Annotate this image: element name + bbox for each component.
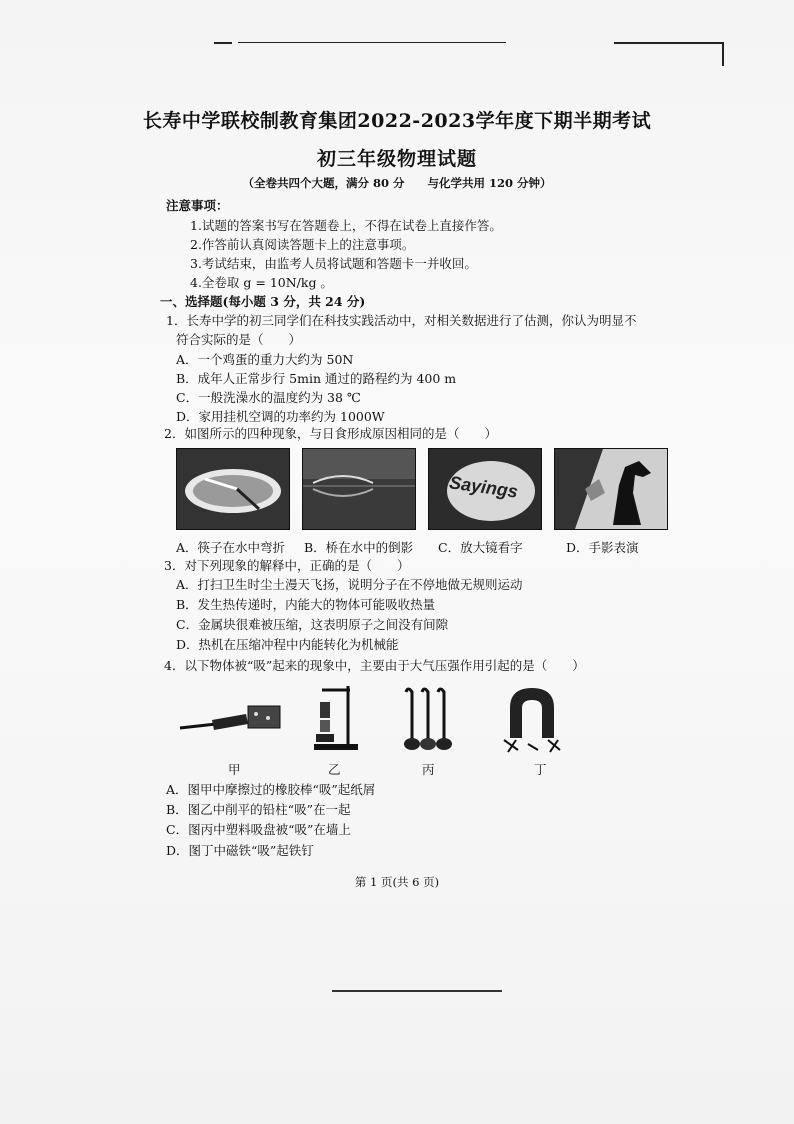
notice-item: 4.全卷取 g = 10N/kg 。 [190, 275, 333, 290]
photo-magnifier [428, 448, 542, 530]
figure-label: 丁 [534, 762, 547, 777]
photo-chopsticks [176, 448, 290, 530]
option: B．成年人正常步行 5min 通过的路程约为 400 m [176, 371, 457, 386]
question-stem: 1．长寿中学的初三同学们在科技实践活动中，对相关数据进行了估测，你认为明显不 [166, 313, 637, 328]
option: A．打扫卫生时尘土漫天飞扬，说明分子在不停地做无规则运动 [176, 577, 523, 592]
scan-mark [722, 42, 724, 66]
option: C．金属块很难被压缩，这表明原子之间没有间隙 [176, 617, 449, 632]
figure-label: 丙 [422, 762, 435, 777]
figure-caption: C．放大镜看字 [438, 540, 523, 555]
option: D．图丁中磁铁“吸”起铁钉 [166, 843, 314, 858]
divider [332, 990, 502, 992]
option: C．图丙中塑料吸盘被“吸”在墙上 [166, 822, 351, 837]
notice-heading: 注意事项： [166, 198, 229, 213]
option: A．一个鸡蛋的重力大约为 50N [176, 352, 354, 367]
figure-label: 乙 [328, 762, 341, 777]
notice-item: 1.试题的答案书写在答题卷上，不得在试卷上直接作答。 [190, 218, 502, 233]
figure-label: 甲 [228, 762, 241, 777]
figure-caption: D．手影表演 [566, 540, 639, 555]
figure-caption: B．桥在水中的倒影 [304, 540, 414, 555]
notice-item: 3.考试结束，由监考人员将试题和答题卡一并收回。 [190, 256, 477, 271]
page-number: 第 1 页(共 6 页) [354, 875, 440, 889]
question-stem: 3．对下列现象的解释中，正确的是（ ） [164, 558, 410, 573]
scan-mark [214, 42, 232, 44]
question-stem: 4．以下物体被“吸”起来的现象中，主要由于大气压强作用引起的是（ ） [164, 658, 585, 673]
figure-jia-rubber-rod [176, 684, 286, 754]
exam-title: 长寿中学联校制教育集团2022-2023学年度下期半期考试 [142, 110, 652, 132]
figure-bing-suction-cups [398, 684, 458, 754]
option: C．一般洗澡水的温度约为 38 ℃ [176, 390, 361, 405]
figure-ding-magnet [498, 684, 568, 754]
option: D．热机在压缩冲程中内能转化为机械能 [176, 637, 399, 652]
exam-info: （全卷共四个大题，满分 80 分 与化学共用 120 分钟） [242, 176, 552, 190]
scan-line [238, 42, 506, 43]
question-stem: 符合实际的是（ ） [176, 332, 302, 347]
figure-yi-lead-columns [310, 684, 370, 754]
option: A．图甲中摩擦过的橡胶棒“吸”起纸屑 [166, 782, 376, 797]
question-stem: 2．如图所示的四种现象，与日食形成原因相同的是（ ） [164, 426, 497, 441]
option: B．图乙中削平的铅柱“吸”在一起 [166, 802, 351, 817]
notice-item: 2.作答前认真阅读答题卡上的注意事项。 [190, 237, 415, 252]
exam-subtitle: 初三年级物理试题 [316, 148, 477, 170]
scan-line [614, 42, 724, 44]
photo-bridge-reflection [302, 448, 416, 530]
magnified-text: Sayings [448, 472, 520, 502]
option: B．发生热传递时，内能大的物体可能吸收热量 [176, 597, 436, 612]
section-heading: 一、选择题(每小题 3 分，共 24 分) [160, 294, 366, 309]
option: D．家用挂机空调的功率约为 1000W [176, 409, 385, 424]
figure-caption: A．筷子在水中弯折 [176, 540, 286, 555]
photo-hand-shadow [554, 448, 668, 530]
